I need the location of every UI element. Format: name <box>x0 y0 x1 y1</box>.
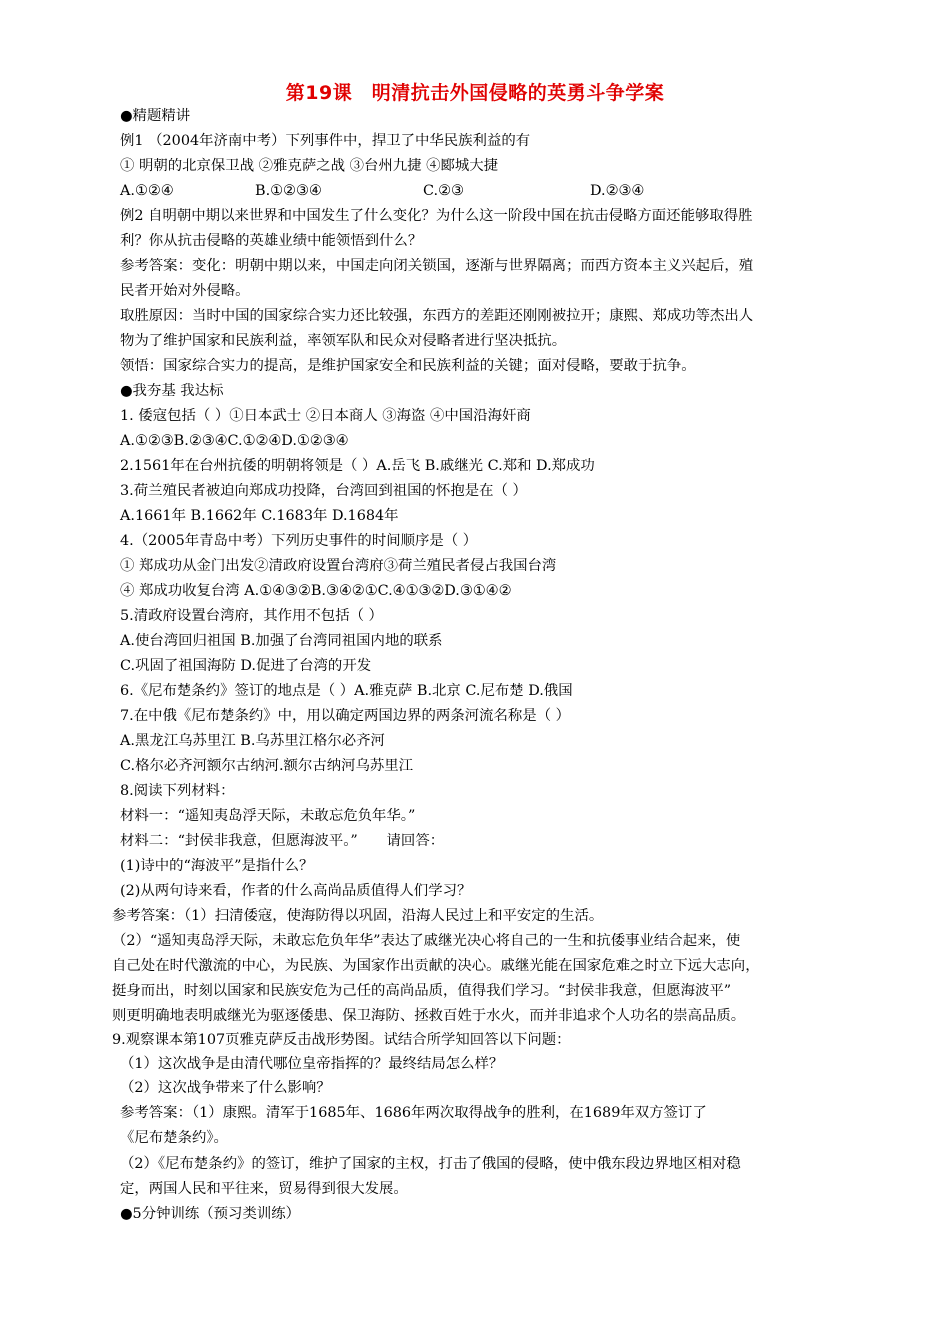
text-line: 材料一：“遥知夷岛浮天际，未敢忘危负年华。” <box>120 808 416 824</box>
section-heading: ●精题精讲 <box>120 108 191 124</box>
text-line: 材料二：“封侯非我意，但愿海波平。” 请回答： <box>120 833 445 849</box>
text-line: 8.阅读下列材料： <box>120 783 235 799</box>
text-line: (2)从两句诗来看，作者的什么高尚品质值得人们学习？ <box>120 883 472 899</box>
text-line: 参考答案：（1）扫清倭寇，使海防得以巩固，沿海人民过上和平安定的生活。 <box>112 908 604 924</box>
text-line: 例1 （2004年济南中考）下列事件中，捍卫了中华民族利益的有 <box>120 133 531 149</box>
text-line: 3.荷兰殖民者被迫向郑成功投降，台湾回到祖国的怀抱是在（ ） <box>120 483 527 499</box>
text-line: （2）《尼布楚条约》的签订，维护了国家的主权，打击了俄国的侵略，使中俄东段边界地区相对稳 <box>120 1156 741 1172</box>
text-line: 4.（2005年青岛中考）下列历史事件的时间顺序是（ ） <box>120 533 478 549</box>
text-line: 参考答案：变化：明朝中期以来，中国走向闭关锁国，逐渐与世界隔离；而西方资本主义兴起后，殖 <box>120 258 754 274</box>
text-line: （2）这次战争带来了什么影响？ <box>120 1080 331 1096</box>
text-line: 民者开始对外侵略。 <box>120 283 250 299</box>
option-b: B.①②③④ <box>255 183 322 199</box>
text-line: 《尼布楚条约》。 <box>120 1130 228 1146</box>
text-line: A.1661年 B.1662年 C.1683年 D.1684年 <box>120 508 399 524</box>
text-line: 挺身而出，时刻以国家和民族安危为己任的高尚品质，值得我们学习。“封侯非我意，但愿海波平” <box>112 983 732 999</box>
text-line: 取胜原因：当时中国的国家综合实力还比较强，东西方的差距还刚刚被拉开；康熙、郑成功等杰出人 <box>120 308 754 324</box>
text-line: 1. 倭寇包括（ ）①日本武士 ②日本商人 ③海盗 ④中国沿海奸商 <box>120 408 531 424</box>
option-a: A.①②④ <box>120 183 174 199</box>
option-c: C.②③ <box>423 183 464 199</box>
text-line: 领悟：国家综合实力的提高，是维护国家安全和民族利益的关键；面对侵略，要敢于抗争。 <box>120 358 696 374</box>
text-line: 定，两国人民和平往来，贸易得到很大发展。 <box>120 1181 408 1197</box>
text-line: ④ 郑成功收复台湾 A.①④③②B.③④②①C.④①③②D.③①④② <box>120 583 512 599</box>
text-line: 参考答案：（1）康熙。清军于1685年、1686年两次取得战争的胜利，在1689年双方签订了 <box>120 1105 707 1121</box>
text-line: 2.1561年在台州抗倭的明朝将领是（ ）A.岳飞 B.戚继光 C.郑和 D.郑成功 <box>120 458 595 474</box>
text-line: （2）“遥知夷岛浮天际，未敢忘危负年华”表达了戚继光决心将自己的一生和抗倭事业结合起来，使 <box>112 933 741 949</box>
text-line: A.黑龙江乌苏里江 B.乌苏里江格尔必齐河 <box>120 733 385 749</box>
text-line: C.巩固了祖国海防 D.促进了台湾的开发 <box>120 658 372 674</box>
text-line: C.格尔必齐河额尔古纳河.额尔古纳河乌苏里江 <box>120 758 414 774</box>
page-title: 第19课 明清抗击外国侵略的英勇斗争学案 <box>285 82 665 104</box>
section-heading: ●我夯基 我达标 <box>120 383 224 399</box>
text-line: (1)诗中的“海波平”是指什么？ <box>120 858 314 874</box>
text-line: 6.《尼布楚条约》签订的地点是（ ）A.雅克萨 B.北京 C.尼布楚 D.俄国 <box>120 683 573 699</box>
text-line: 例2 自明朝中期以来世界和中国发生了什么变化？为什么这一阶段中国在抗击侵略方面还能够取得胜 <box>120 208 753 224</box>
option-d: D.②③④ <box>590 183 645 199</box>
text-line: 则更明确地表明戚继光为驱逐倭患、保卫海防、拯救百姓于水火，而并非追求个人功名的崇高品质。 <box>112 1008 746 1024</box>
text-line: 利？你从抗击侵略的英雄业绩中能领悟到什么？ <box>120 233 423 249</box>
text-line: 9.观察课本第107页雅克萨反击战形势图。试结合所学知回答以下问题： <box>112 1032 571 1048</box>
text-line: 物为了维护国家和民族利益，率领军队和民众对侵略者进行坚决抵抗。 <box>120 333 567 349</box>
text-line: 7.在中俄《尼布楚条约》中，用以确定两国边界的两条河流名称是（ ） <box>120 708 571 724</box>
text-line: A.①②③B.②③④C.①②④D.①②③④ <box>120 433 349 449</box>
text-line: ① 郑成功从金门出发②清政府设置台湾府③荷兰殖民者侵占我国台湾 <box>120 558 557 574</box>
text-line: A.使台湾回归祖国 B.加强了台湾同祖国内地的联系 <box>120 633 443 649</box>
section-heading: ●5分钟训练（预习类训练） <box>120 1206 301 1222</box>
text-line: 自己处在时代激流的中心，为民族、为国家作出贡献的决心。戚继光能在国家危难之时立下远大志向， <box>112 958 760 974</box>
text-line: ① 明朝的北京保卫战 ②雅克萨之战 ③台州九捷 ④郾城大捷 <box>120 158 499 174</box>
text-line: （1）这次战争是由清代哪位皇帝指挥的？最终结局怎么样？ <box>120 1056 504 1072</box>
text-line: 5.清政府设置台湾府，其作用不包括（ ） <box>120 608 383 624</box>
